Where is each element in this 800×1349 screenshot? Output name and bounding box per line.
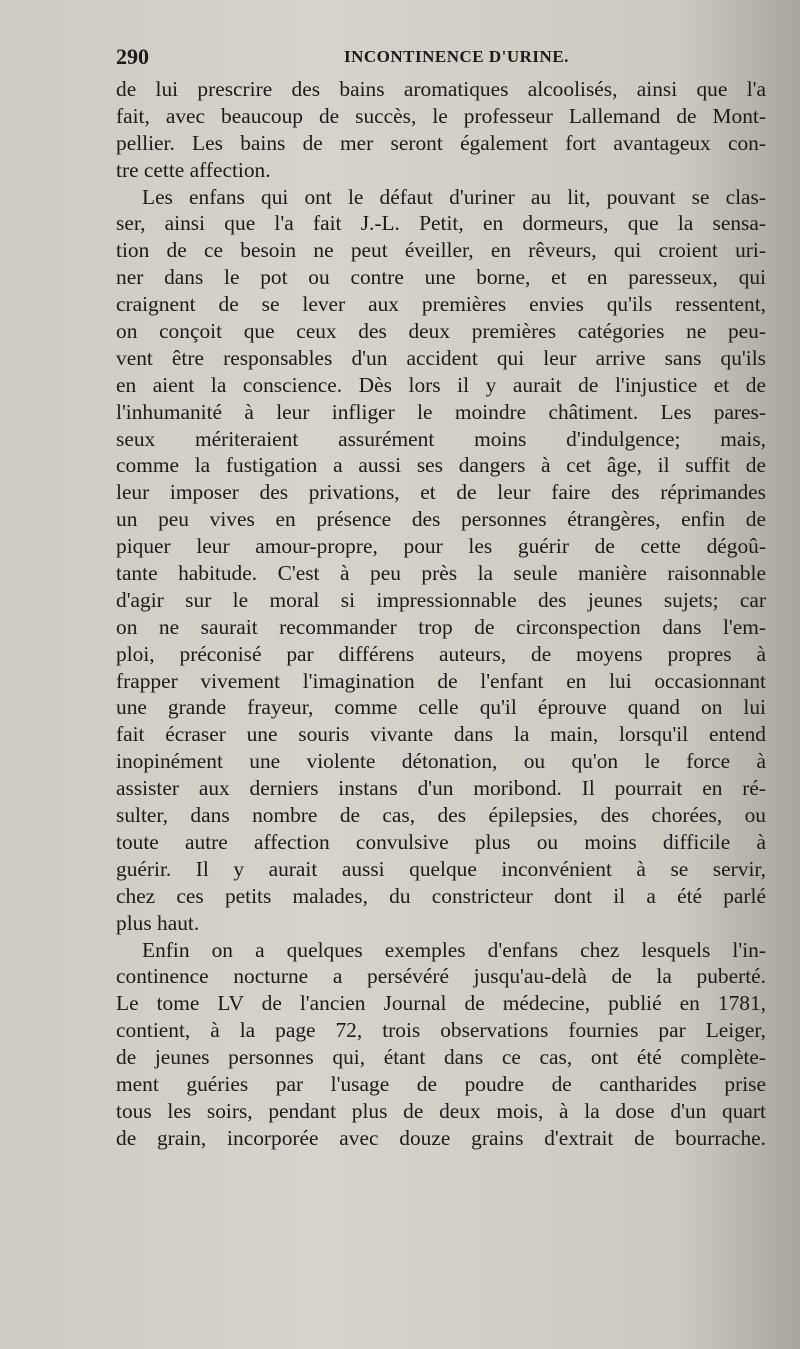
text-line: de jeunes personnes qui, étant dans ce cas, ont été complète- xyxy=(116,1045,766,1070)
text-line: en aient la conscience. Dès lors il y aurait de l'injustice et de xyxy=(116,372,766,397)
text-line: toute autre affection convulsive plus ou moins difficile à xyxy=(116,829,766,854)
text-line: craignent de se lever aux premières envies qu'ils ressentent, xyxy=(116,292,766,317)
text-line: frapper vivement l'imagination de l'enfant en lui occasionnant xyxy=(116,668,766,693)
text-line: vent être responsables d'un accident qui leur arrive sans qu'ils xyxy=(116,345,766,370)
text-line: seux mériteraient assurément moins d'indulgence; mais, xyxy=(116,426,766,451)
text-line: tante habitude. C'est à peu près la seule manière raisonnable xyxy=(116,561,766,586)
text-line: de lui prescrire des bains aromatiques alcoolisés, ainsi que l'a xyxy=(116,77,766,101)
text-line: Le tome LV de l'ancien Journal de médecine, publié en 1781, xyxy=(116,991,766,1016)
text-line: ner dans le pot ou contre une borne, et en paresseux, qui xyxy=(116,265,766,290)
text-line: contient, à la page 72, trois observations fournies par Leiger, xyxy=(116,1018,766,1043)
text-line: chez ces petits malades, du constricteur dont il a été parlé xyxy=(116,883,766,908)
text-line: tous les soirs, pendant plus de deux mois, à la dose d'un quart xyxy=(116,1098,766,1123)
text-line: Enfin on a quelques exemples d'enfans chez lesquels l'in- xyxy=(142,937,766,962)
text-line: on ne saurait recommander trop de circonspection dans l'em- xyxy=(116,614,766,639)
text-line: on conçoit que ceux des deux premières catégories ne peu- xyxy=(116,319,766,344)
text-line: guérir. Il y aurait aussi quelque inconvénient à se servir, xyxy=(116,856,766,881)
text-line: plus haut. xyxy=(116,910,200,935)
text-line: un peu vives en présence des personnes étrangères, enfin de xyxy=(116,507,766,532)
text-line: Les enfans qui ont le défaut d'uriner au lit, pouvant se clas- xyxy=(142,184,766,209)
paragraph-2 xyxy=(116,184,766,937)
text-line: ser, ainsi que l'a fait J.-L. Petit, en dormeurs, que la sensa- xyxy=(116,211,766,236)
text-line: l'inhumanité à leur infliger le moindre châtiment. Les pares- xyxy=(116,399,766,424)
text-line: sulter, dans nombre de cas, des épilepsies, des chorées, ou xyxy=(116,803,766,828)
text-line: tion de ce besoin ne peut éveiller, en rêveurs, qui croient uri- xyxy=(116,238,766,263)
text-line: ploi, préconisé par différens auteurs, de moyens propres à xyxy=(116,641,766,666)
body-text xyxy=(116,76,766,1152)
text-line: continence nocturne a persévéré jusqu'au-delà de la puberté. xyxy=(116,964,766,989)
text-line: inopinément une violente détonation, ou qu'on le force à xyxy=(116,749,766,774)
text-line: fait écraser une souris vivante dans la main, lorsqu'il entend xyxy=(116,722,766,747)
text-line: assister aux derniers instans d'un moribond. Il pourrait en ré- xyxy=(116,776,766,801)
page-header xyxy=(116,44,756,74)
paragraph-3 xyxy=(116,937,766,1152)
text-line: fait, avec beaucoup de succès, le professeur Lallemand de Mont- xyxy=(116,103,766,128)
text-line: tre cette affection. xyxy=(116,157,271,182)
text-line: piquer leur amour-propre, pour les guérir de cette dégoû- xyxy=(116,534,766,559)
text-line: d'agir sur le moral si impressionnable des jeunes sujets; car xyxy=(116,587,766,612)
running-head: INCONTINENCE D'URINE. xyxy=(344,47,569,66)
text-line: pellier. Les bains de mer seront également fort avantageux con- xyxy=(116,130,766,155)
paragraph-1 xyxy=(116,76,766,184)
text-line: leur imposer des privations, et de leur faire des réprimandes xyxy=(116,480,766,505)
text-line: comme la fustigation a aussi ses dangers à cet âge, il suffit de xyxy=(116,453,766,478)
text-line: de grain, incorporée avec douze grains d'extrait de bourrache. xyxy=(116,1125,766,1150)
text-line: ment guéries par l'usage de poudre de cantharides prise xyxy=(116,1071,766,1096)
page-number: 290 xyxy=(116,44,149,69)
text-line: une grande frayeur, comme celle qu'il éprouve quand on lui xyxy=(116,695,766,720)
